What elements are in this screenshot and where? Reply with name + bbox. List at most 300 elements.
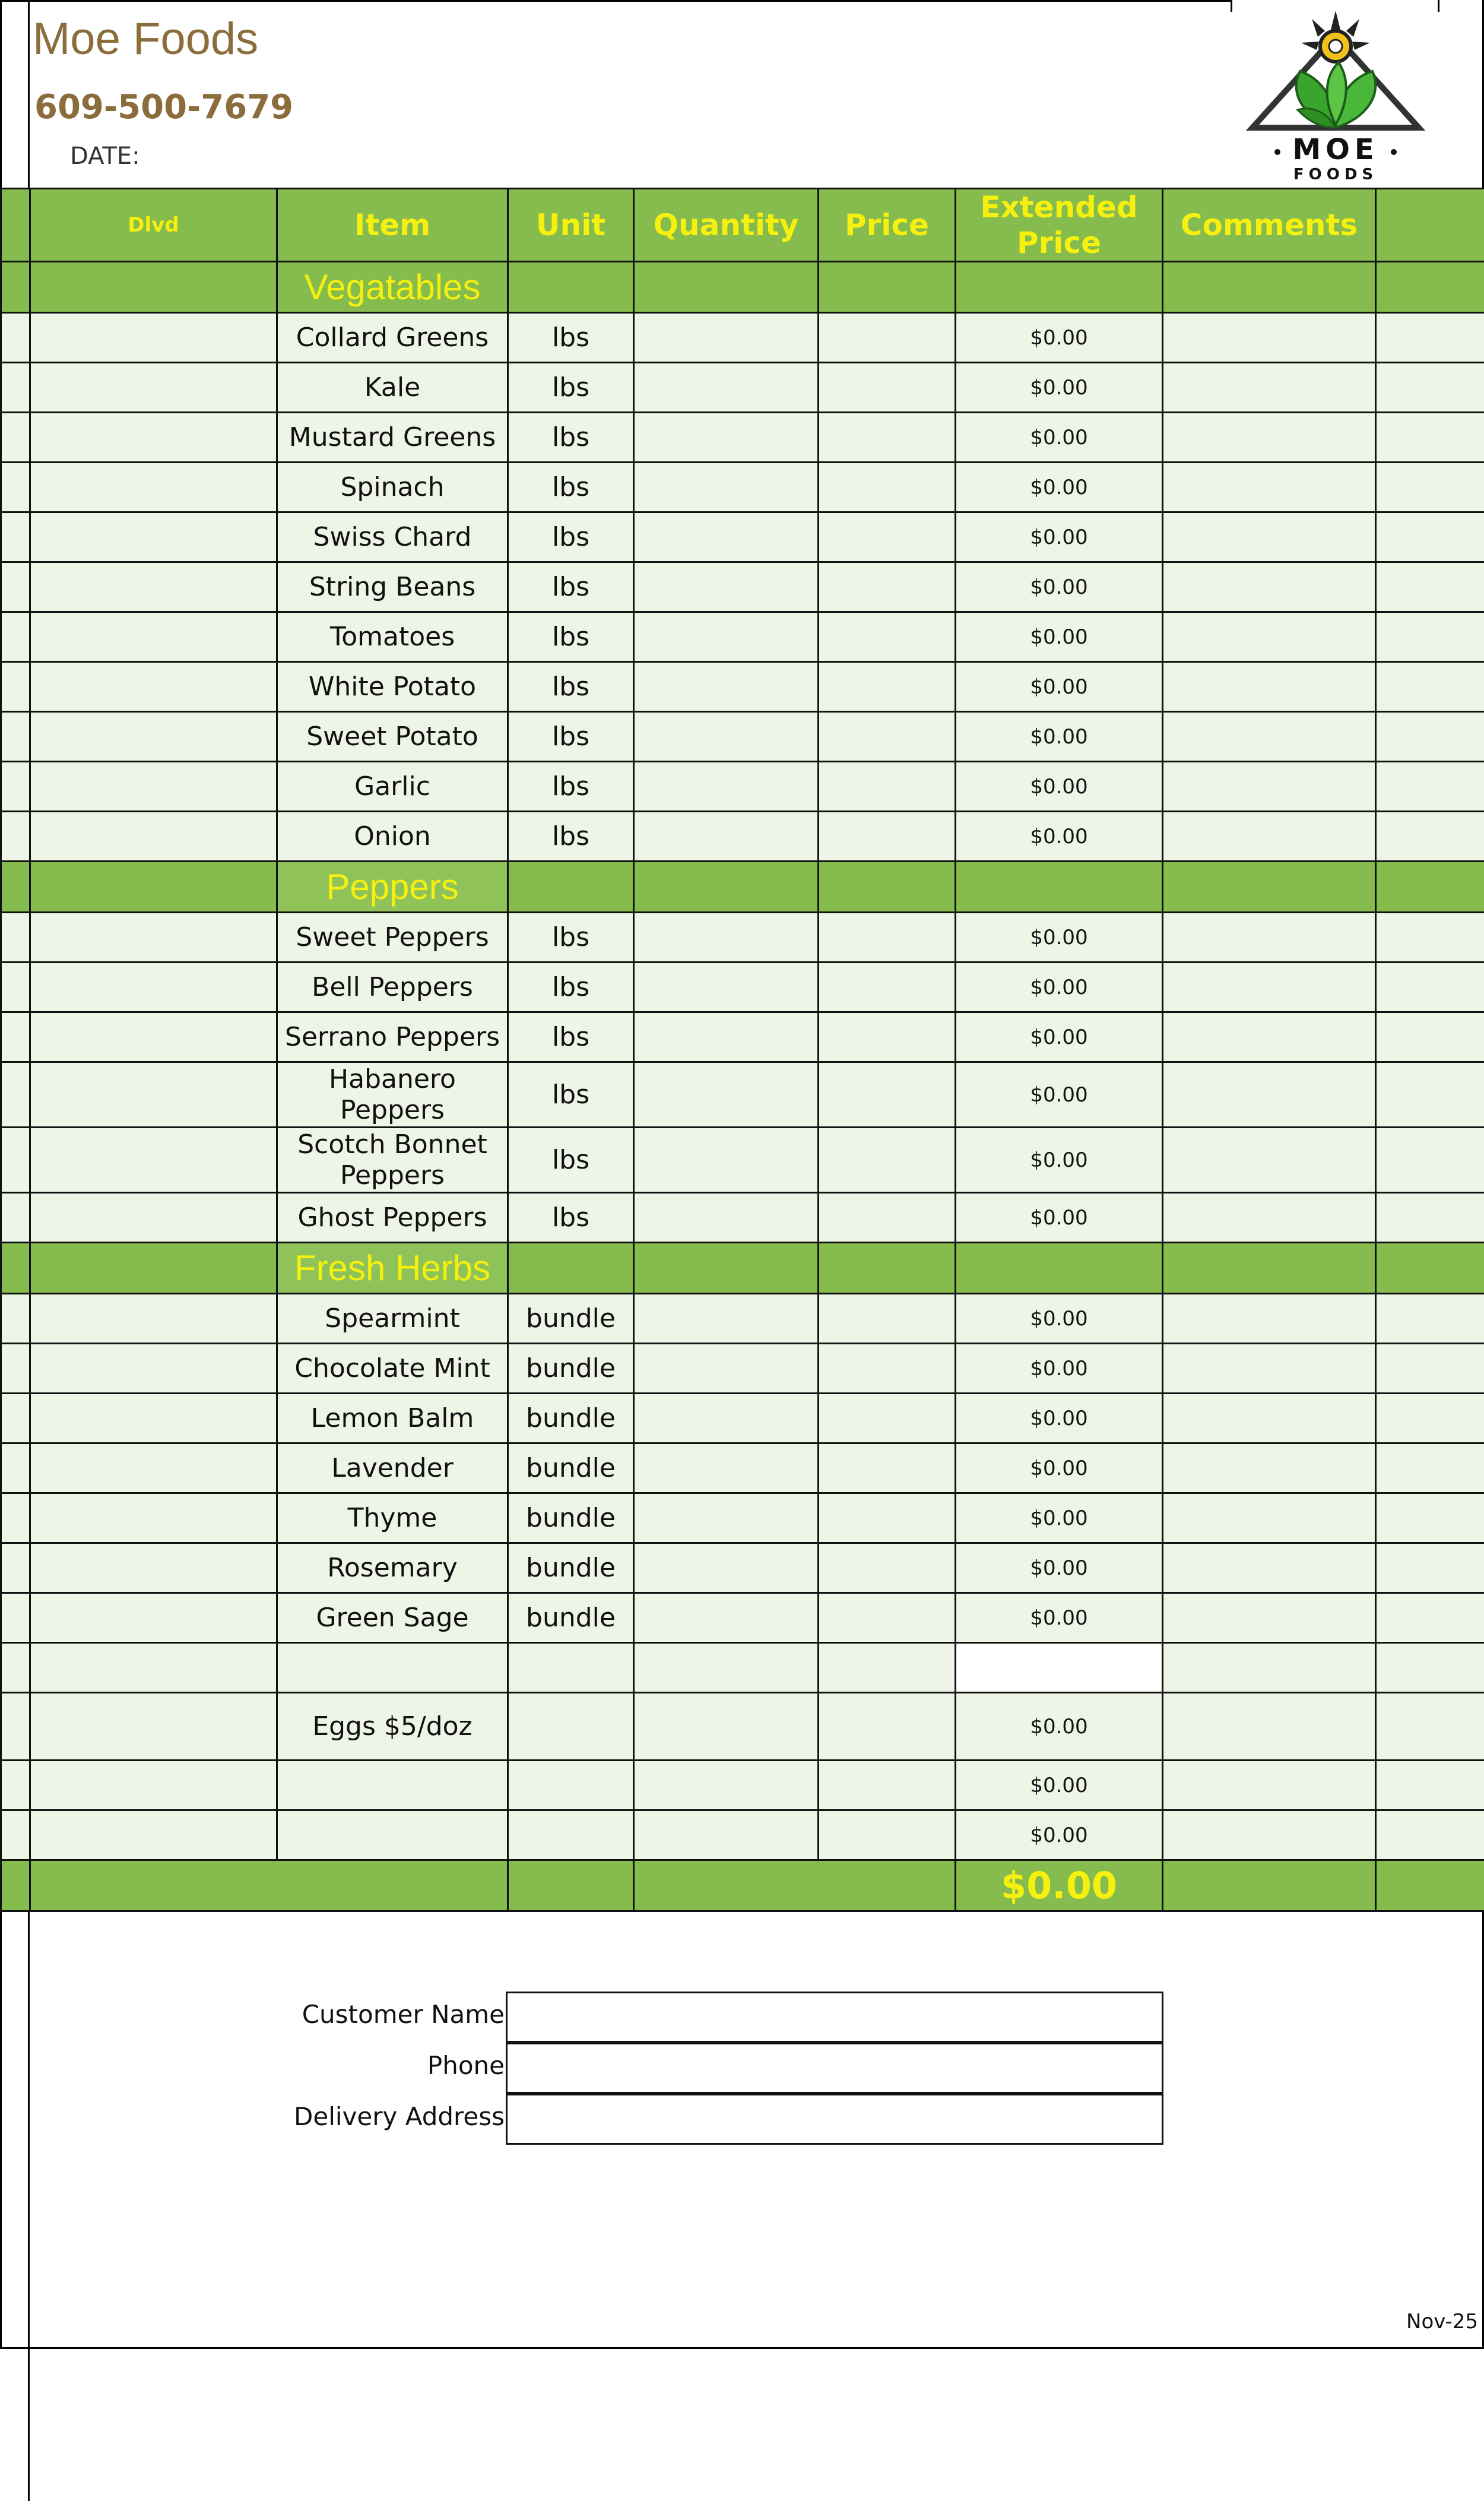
quantity-cell[interactable] — [634, 1593, 819, 1643]
extended-price-cell: $0.00 — [956, 662, 1163, 712]
unit-cell: lbs — [508, 363, 634, 413]
dlvd-cell[interactable] — [30, 363, 277, 413]
item-row — [1, 363, 1484, 413]
row-margin — [1, 1593, 30, 1643]
price-cell[interactable] — [819, 313, 956, 363]
unit-cell: lbs — [508, 1062, 634, 1128]
quantity-cell[interactable] — [634, 1543, 819, 1593]
item-row — [1, 1394, 1484, 1443]
extended-price-cell: $0.00 — [956, 1693, 1163, 1761]
item-row — [1, 1294, 1484, 1344]
extended-price-cell: $0.00 — [956, 1493, 1163, 1543]
comments-cell[interactable] — [1163, 1062, 1376, 1128]
row-trailing — [1376, 1761, 1484, 1810]
comments-cell[interactable] — [1163, 1543, 1376, 1593]
item-cell: Swiss Chard — [277, 512, 508, 562]
row-margin — [1, 1810, 30, 1860]
company-name: Moe Foods — [33, 14, 259, 64]
category-blank — [1376, 862, 1484, 913]
price-cell[interactable] — [819, 1643, 956, 1693]
row-trailing — [1376, 1012, 1484, 1062]
price-cell[interactable] — [819, 1193, 956, 1243]
unit-cell: lbs — [508, 812, 634, 862]
row-trailing — [1376, 762, 1484, 812]
comments-cell[interactable] — [1163, 512, 1376, 562]
quantity-cell[interactable] — [634, 1493, 819, 1543]
unit-cell: lbs — [508, 463, 634, 512]
extended-price-cell: $0.00 — [956, 1543, 1163, 1593]
item-row — [1, 812, 1484, 862]
price-cell[interactable] — [819, 562, 956, 612]
unit-cell: bundle — [508, 1543, 634, 1593]
item-row — [1, 1493, 1484, 1543]
dlvd-cell[interactable] — [30, 512, 277, 562]
price-cell[interactable] — [819, 913, 956, 963]
row-trailing — [1376, 1394, 1484, 1443]
item-cell: Spinach — [277, 463, 508, 512]
dlvd-cell[interactable] — [30, 1443, 277, 1493]
item-cell: Rosemary — [277, 1543, 508, 1593]
extended-price-cell: $0.00 — [956, 1443, 1163, 1493]
price-cell[interactable] — [819, 1394, 956, 1443]
column-header-row — [1, 189, 1484, 262]
unit-cell: lbs — [508, 313, 634, 363]
extended-price-cell: $0.00 — [956, 1128, 1163, 1193]
item-cell: Garlic — [277, 762, 508, 812]
quantity-cell[interactable] — [634, 1012, 819, 1062]
item-cell: Spearmint — [277, 1294, 508, 1344]
unit-cell — [508, 1693, 634, 1761]
dlvd-cell[interactable] — [30, 1643, 277, 1693]
item-row — [1, 1593, 1484, 1643]
col-header-quantity: Quantity — [634, 189, 819, 262]
dlvd-cell[interactable] — [30, 1344, 277, 1394]
row-trailing — [1376, 1593, 1484, 1643]
total-blank — [508, 1860, 634, 1911]
item-cell: Green Sage — [277, 1593, 508, 1643]
category-name: Vegatables — [277, 262, 508, 313]
comments-cell[interactable] — [1163, 913, 1376, 963]
item-row — [1, 963, 1484, 1012]
delivery-address-field[interactable] — [506, 2094, 1163, 2145]
price-cell[interactable] — [819, 1693, 956, 1761]
item-row — [1, 1443, 1484, 1493]
unit-cell: bundle — [508, 1443, 634, 1493]
company-phone: 609-500-7679 — [34, 88, 294, 126]
item-cell: Kale — [277, 363, 508, 413]
dlvd-cell[interactable] — [30, 1294, 277, 1344]
dlvd-cell[interactable] — [30, 562, 277, 612]
row-trailing — [1376, 463, 1484, 512]
extended-price-cell: $0.00 — [956, 363, 1163, 413]
quantity-cell[interactable] — [634, 712, 819, 762]
row-margin — [1, 512, 30, 562]
comments-cell[interactable] — [1163, 812, 1376, 862]
row-trailing — [1376, 562, 1484, 612]
extra-row — [1, 1761, 1484, 1810]
item-row — [1, 1062, 1484, 1128]
row-trailing — [1376, 662, 1484, 712]
total-margin — [1, 1860, 30, 1911]
item-cell: Onion — [277, 812, 508, 862]
row-margin — [1, 1493, 30, 1543]
comments-cell[interactable] — [1163, 1344, 1376, 1394]
extended-price-cell: $0.00 — [956, 612, 1163, 662]
total-row — [1, 1860, 1484, 1911]
item-cell — [277, 1810, 508, 1860]
price-cell[interactable] — [819, 1128, 956, 1193]
item-row — [1, 1012, 1484, 1062]
comments-cell[interactable] — [1163, 1810, 1376, 1860]
top-notch-right — [1438, 0, 1439, 12]
extended-price-cell: $0.00 — [956, 712, 1163, 762]
dlvd-cell[interactable] — [30, 1128, 277, 1193]
price-cell[interactable] — [819, 712, 956, 762]
dlvd-cell[interactable] — [30, 612, 277, 662]
row-trailing — [1376, 413, 1484, 463]
row-margin — [1, 913, 30, 963]
extended-price-cell: $0.00 — [956, 812, 1163, 862]
quantity-cell[interactable] — [634, 1294, 819, 1344]
row-trailing — [1376, 512, 1484, 562]
item-row — [1, 712, 1484, 762]
unit-cell: lbs — [508, 662, 634, 712]
logo-text-sub: FOODS — [1293, 166, 1378, 183]
price-cell[interactable] — [819, 662, 956, 712]
category-row — [1, 1243, 1484, 1294]
dlvd-cell[interactable] — [30, 463, 277, 512]
price-cell[interactable] — [819, 963, 956, 1012]
row-margin — [1, 612, 30, 662]
unit-cell: lbs — [508, 963, 634, 1012]
price-cell[interactable] — [819, 1294, 956, 1344]
unit-cell — [508, 1761, 634, 1810]
comments-cell[interactable] — [1163, 1012, 1376, 1062]
dlvd-cell[interactable] — [30, 1394, 277, 1443]
item-cell: Lemon Balm — [277, 1394, 508, 1443]
price-cell[interactable] — [819, 812, 956, 862]
category-blank — [1376, 1243, 1484, 1294]
item-cell: Sweet Potato — [277, 712, 508, 762]
unit-cell: lbs — [508, 712, 634, 762]
sun-leaf-logo-icon — [1241, 6, 1431, 184]
customer-name-field[interactable] — [506, 1992, 1163, 2043]
col-header-comments: Comments — [1163, 189, 1376, 262]
total-blank — [30, 1860, 508, 1911]
row-trailing — [1376, 812, 1484, 862]
category-row — [1, 862, 1484, 913]
comments-cell[interactable] — [1163, 1294, 1376, 1344]
quantity-cell[interactable] — [634, 1761, 819, 1810]
unit-cell: lbs — [508, 562, 634, 612]
dlvd-cell[interactable] — [30, 963, 277, 1012]
price-cell[interactable] — [819, 1593, 956, 1643]
ext-price-line1: Extended — [980, 190, 1138, 224]
quantity-cell[interactable] — [634, 963, 819, 1012]
unit-cell: lbs — [508, 1128, 634, 1193]
category-margin — [1, 862, 30, 913]
row-margin — [1, 1693, 30, 1761]
col-header-extended-price — [956, 189, 1163, 262]
row-margin — [1, 762, 30, 812]
quantity-cell[interactable] — [634, 1344, 819, 1394]
extra-row — [1, 1810, 1484, 1860]
dlvd-cell[interactable] — [30, 313, 277, 363]
category-name: Peppers — [277, 862, 508, 913]
row-trailing — [1376, 1062, 1484, 1128]
order-table — [0, 188, 1484, 1912]
dlvd-cell[interactable] — [30, 1693, 277, 1761]
row-margin — [1, 662, 30, 712]
category-blank — [819, 862, 956, 913]
price-cell[interactable] — [819, 1543, 956, 1593]
extra-row — [1, 1643, 1484, 1693]
extended-price-cell: $0.00 — [956, 1294, 1163, 1344]
item-cell: Scotch Bonnet Peppers — [277, 1128, 508, 1193]
quantity-cell[interactable] — [634, 313, 819, 363]
comments-cell[interactable] — [1163, 712, 1376, 762]
item-cell: Bell Peppers — [277, 963, 508, 1012]
extended-price-cell: $0.00 — [956, 463, 1163, 512]
comments-cell[interactable] — [1163, 562, 1376, 612]
row-margin — [1, 1062, 30, 1128]
price-cell[interactable] — [819, 1344, 956, 1394]
extended-price-cell: $0.00 — [956, 762, 1163, 812]
col-header-dlvd: Dlvd — [30, 189, 277, 262]
item-cell: Eggs $5/doz — [277, 1693, 508, 1761]
col-header-item: Item — [277, 189, 508, 262]
quantity-cell[interactable] — [634, 612, 819, 662]
item-cell: Tomatoes — [277, 612, 508, 662]
total-blank — [634, 1860, 956, 1911]
comments-cell[interactable] — [1163, 363, 1376, 413]
extended-price-cell: $0.00 — [956, 562, 1163, 612]
total-blank — [1163, 1860, 1376, 1911]
price-cell[interactable] — [819, 413, 956, 463]
category-blank — [819, 262, 956, 313]
row-margin — [1, 1344, 30, 1394]
dlvd-cell[interactable] — [30, 1493, 277, 1543]
extended-price-cell: $0.00 — [956, 1062, 1163, 1128]
category-blank — [956, 1243, 1163, 1294]
dlvd-cell[interactable] — [30, 662, 277, 712]
dlvd-cell[interactable] — [30, 1062, 277, 1128]
item-cell: Serrano Peppers — [277, 1012, 508, 1062]
comments-cell[interactable] — [1163, 662, 1376, 712]
comments-cell[interactable] — [1163, 1493, 1376, 1543]
unit-cell: bundle — [508, 1493, 634, 1543]
dlvd-cell[interactable] — [30, 913, 277, 963]
unit-cell: lbs — [508, 512, 634, 562]
unit-cell: lbs — [508, 413, 634, 463]
ext-price-line2: Price — [1017, 226, 1101, 260]
item-row — [1, 612, 1484, 662]
comments-cell[interactable] — [1163, 762, 1376, 812]
unit-cell — [508, 1810, 634, 1860]
price-cell[interactable] — [819, 1012, 956, 1062]
unit-cell: lbs — [508, 612, 634, 662]
item-cell: String Beans — [277, 562, 508, 612]
logo-text-main: MOE — [1292, 133, 1379, 166]
row-margin — [1, 562, 30, 612]
price-cell[interactable] — [819, 1761, 956, 1810]
extended-price-cell: $0.00 — [956, 413, 1163, 463]
unit-cell: lbs — [508, 762, 634, 812]
comments-cell[interactable] — [1163, 413, 1376, 463]
row-margin — [1, 1643, 30, 1693]
price-cell[interactable] — [819, 612, 956, 662]
unit-cell: lbs — [508, 1193, 634, 1243]
category-blank — [508, 862, 634, 913]
row-trailing — [1376, 963, 1484, 1012]
quantity-cell[interactable] — [634, 1193, 819, 1243]
unit-cell: bundle — [508, 1394, 634, 1443]
price-cell[interactable] — [819, 512, 956, 562]
comments-cell[interactable] — [1163, 463, 1376, 512]
dlvd-cell[interactable] — [30, 762, 277, 812]
dlvd-cell[interactable] — [30, 1761, 277, 1810]
dlvd-cell[interactable] — [30, 712, 277, 762]
col-header-trailing — [1376, 189, 1484, 262]
extended-price-cell: $0.00 — [956, 512, 1163, 562]
item-cell: Collard Greens — [277, 313, 508, 363]
quantity-cell[interactable] — [634, 1810, 819, 1860]
quantity-cell[interactable] — [634, 363, 819, 413]
price-cell[interactable] — [819, 1443, 956, 1493]
category-margin — [1, 262, 30, 313]
item-row — [1, 413, 1484, 463]
price-cell[interactable] — [819, 363, 956, 413]
category-name: Fresh Herbs — [277, 1243, 508, 1294]
quantity-cell[interactable] — [634, 662, 819, 712]
item-row — [1, 313, 1484, 363]
item-row — [1, 463, 1484, 512]
dlvd-cell[interactable] — [30, 1810, 277, 1860]
quantity-cell[interactable] — [634, 512, 819, 562]
item-row — [1, 762, 1484, 812]
row-trailing — [1376, 1643, 1484, 1693]
item-cell: Chocolate Mint — [277, 1344, 508, 1394]
row-margin — [1, 463, 30, 512]
item-row — [1, 1344, 1484, 1394]
top-notch-left — [1231, 0, 1232, 12]
dlvd-cell[interactable] — [30, 413, 277, 463]
quantity-cell[interactable] — [634, 1128, 819, 1193]
total-trailing — [1376, 1860, 1484, 1911]
date-label: DATE: — [70, 143, 140, 170]
item-cell — [277, 1643, 508, 1693]
item-cell: Ghost Peppers — [277, 1193, 508, 1243]
comments-cell[interactable] — [1163, 612, 1376, 662]
row-margin — [1, 1761, 30, 1810]
unit-cell: bundle — [508, 1593, 634, 1643]
quantity-cell[interactable] — [634, 1643, 819, 1693]
price-cell[interactable] — [819, 1493, 956, 1543]
dlvd-cell[interactable] — [30, 812, 277, 862]
category-row — [1, 262, 1484, 313]
price-cell[interactable] — [819, 1062, 956, 1128]
col-header-margin — [1, 189, 30, 262]
quantity-cell[interactable] — [634, 1693, 819, 1761]
row-trailing — [1376, 313, 1484, 363]
quantity-cell[interactable] — [634, 413, 819, 463]
row-trailing — [1376, 1693, 1484, 1761]
dlvd-cell[interactable] — [30, 1012, 277, 1062]
dlvd-cell[interactable] — [30, 1543, 277, 1593]
item-cell: Thyme — [277, 1493, 508, 1543]
phone-field[interactable] — [506, 2043, 1163, 2094]
quantity-cell[interactable] — [634, 1443, 819, 1493]
quantity-cell[interactable] — [634, 562, 819, 612]
row-margin — [1, 1543, 30, 1593]
comments-cell[interactable] — [1163, 1593, 1376, 1643]
comments-cell[interactable] — [1163, 1693, 1376, 1761]
price-cell[interactable] — [819, 463, 956, 512]
col-header-price: Price — [819, 189, 956, 262]
comments-cell[interactable] — [1163, 1443, 1376, 1493]
row-margin — [1, 1443, 30, 1493]
category-blank — [1376, 262, 1484, 313]
item-cell — [277, 1761, 508, 1810]
order-total: $0.00 — [956, 1860, 1163, 1911]
unit-cell: lbs — [508, 913, 634, 963]
delivery-address-label: Delivery Address — [294, 2102, 505, 2131]
category-blank — [1163, 262, 1376, 313]
quantity-cell[interactable] — [634, 1062, 819, 1128]
item-cell: Mustard Greens — [277, 413, 508, 463]
row-margin — [1, 363, 30, 413]
category-blank — [956, 262, 1163, 313]
row-trailing — [1376, 1810, 1484, 1860]
item-cell: Sweet Peppers — [277, 913, 508, 963]
row-margin — [1, 963, 30, 1012]
quantity-cell[interactable] — [634, 762, 819, 812]
extended-price-cell: $0.00 — [956, 1761, 1163, 1810]
comments-cell[interactable] — [1163, 1128, 1376, 1193]
comments-cell[interactable] — [1163, 1761, 1376, 1810]
comments-cell[interactable] — [1163, 313, 1376, 363]
category-blank — [819, 1243, 956, 1294]
row-trailing — [1376, 913, 1484, 963]
comments-cell[interactable] — [1163, 1193, 1376, 1243]
dlvd-cell[interactable] — [30, 1593, 277, 1643]
extended-price-cell — [956, 1643, 1163, 1693]
quantity-cell[interactable] — [634, 913, 819, 963]
item-cell: White Potato — [277, 662, 508, 712]
item-row — [1, 1543, 1484, 1593]
comments-cell[interactable] — [1163, 1394, 1376, 1443]
row-trailing — [1376, 1128, 1484, 1193]
row-trailing — [1376, 1493, 1484, 1543]
quantity-cell[interactable] — [634, 1394, 819, 1443]
revision-date: Nov-25 — [1406, 2310, 1478, 2334]
comments-cell[interactable] — [1163, 1643, 1376, 1693]
comments-cell[interactable] — [1163, 963, 1376, 1012]
quantity-cell[interactable] — [634, 812, 819, 862]
row-margin — [1, 1193, 30, 1243]
unit-cell — [508, 1643, 634, 1693]
category-blank — [634, 1243, 819, 1294]
item-row — [1, 512, 1484, 562]
price-cell[interactable] — [819, 762, 956, 812]
row-margin — [1, 1012, 30, 1062]
extended-price-cell: $0.00 — [956, 1344, 1163, 1394]
category-blank — [634, 262, 819, 313]
extended-price-cell: $0.00 — [956, 1593, 1163, 1643]
price-cell[interactable] — [819, 1810, 956, 1860]
quantity-cell[interactable] — [634, 463, 819, 512]
dlvd-cell[interactable] — [30, 1193, 277, 1243]
